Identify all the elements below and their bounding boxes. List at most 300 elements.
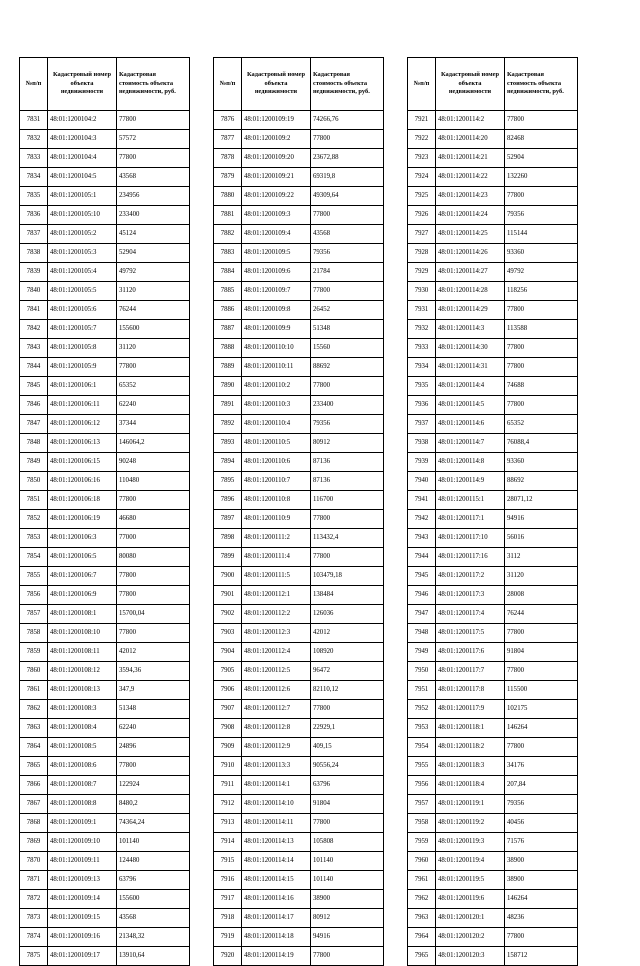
row-number: 7944 xyxy=(408,548,436,567)
row-number: 7832 xyxy=(20,130,48,149)
row-number: 7908 xyxy=(214,719,242,738)
cadastral-number: 48:01:1200109:16 xyxy=(48,928,117,947)
cadastral-number: 48:01:1200110:5 xyxy=(242,434,311,453)
cadastral-value: 38900 xyxy=(311,890,384,909)
cadastral-number: 48:01:1200112:3 xyxy=(242,624,311,643)
table-row xyxy=(214,453,384,472)
row-number: 7841 xyxy=(20,301,48,320)
row-number: 7910 xyxy=(214,757,242,776)
cadastral-value: 77800 xyxy=(505,301,578,320)
cadastral-number: 48:01:1200106:7 xyxy=(48,567,117,586)
row-number: 7852 xyxy=(20,510,48,529)
cadastral-table-2 xyxy=(213,57,384,966)
header-number: №п/п xyxy=(408,58,436,111)
header-number: №п/п xyxy=(214,58,242,111)
table-row xyxy=(20,263,190,282)
row-number: 7914 xyxy=(214,833,242,852)
cadastral-value: 63796 xyxy=(311,776,384,795)
table-row xyxy=(408,187,578,206)
table-row xyxy=(408,529,578,548)
table-row xyxy=(214,700,384,719)
cadastral-number: 48:01:1200105:7 xyxy=(48,320,117,339)
cadastral-value: 158712 xyxy=(505,947,578,966)
cadastral-value: 77800 xyxy=(117,358,190,377)
cadastral-number: 48:01:1200114:30 xyxy=(436,339,505,358)
row-number: 7831 xyxy=(20,111,48,130)
cadastral-number: 48:01:1200113:3 xyxy=(242,757,311,776)
table-row xyxy=(408,719,578,738)
table-row xyxy=(408,586,578,605)
table-row xyxy=(20,225,190,244)
cadastral-value: 77800 xyxy=(117,149,190,168)
table-row xyxy=(408,377,578,396)
table-row xyxy=(408,814,578,833)
cadastral-value: 77800 xyxy=(311,510,384,529)
cadastral-value: 77800 xyxy=(311,700,384,719)
row-number: 7959 xyxy=(408,833,436,852)
row-number: 7843 xyxy=(20,339,48,358)
table-row xyxy=(214,282,384,301)
cadastral-number: 48:01:1200120:1 xyxy=(436,909,505,928)
cadastral-number: 48:01:1200117:16 xyxy=(436,548,505,567)
table-row xyxy=(214,301,384,320)
cadastral-value: 26452 xyxy=(311,301,384,320)
row-number: 7928 xyxy=(408,244,436,263)
table-row xyxy=(214,491,384,510)
row-number: 7877 xyxy=(214,130,242,149)
cadastral-value: 43568 xyxy=(117,909,190,928)
table-row xyxy=(214,396,384,415)
cadastral-number: 48:01:1200111:2 xyxy=(242,529,311,548)
table-row xyxy=(408,681,578,700)
row-number: 7887 xyxy=(214,320,242,339)
header-cadastral-number: Кадастровый номер объекта недвижимости xyxy=(242,58,311,111)
cadastral-number: 48:01:1200108:5 xyxy=(48,738,117,757)
row-number: 7835 xyxy=(20,187,48,206)
cadastral-value: 116700 xyxy=(311,491,384,510)
cadastral-number: 48:01:1200117:9 xyxy=(436,700,505,719)
cadastral-number: 48:01:1200110:2 xyxy=(242,377,311,396)
cadastral-value: 74266,76 xyxy=(311,111,384,130)
row-number: 7854 xyxy=(20,548,48,567)
cadastral-value: 76244 xyxy=(117,301,190,320)
cadastral-value: 82468 xyxy=(505,130,578,149)
table-row xyxy=(20,396,190,415)
cadastral-number: 48:01:1200110:7 xyxy=(242,472,311,491)
cadastral-value: 62240 xyxy=(117,396,190,415)
row-number: 7899 xyxy=(214,548,242,567)
table-row xyxy=(20,149,190,168)
table-row xyxy=(214,776,384,795)
row-number: 7925 xyxy=(408,187,436,206)
cadastral-value: 347,9 xyxy=(117,681,190,700)
table-row xyxy=(214,263,384,282)
row-number: 7950 xyxy=(408,662,436,681)
table-row xyxy=(20,662,190,681)
cadastral-number: 48:01:1200108:7 xyxy=(48,776,117,795)
cadastral-number: 48:01:1200106:1 xyxy=(48,377,117,396)
table-row xyxy=(20,681,190,700)
table-row xyxy=(20,928,190,947)
row-number: 7901 xyxy=(214,586,242,605)
table-row xyxy=(408,605,578,624)
cadastral-value: 77800 xyxy=(117,567,190,586)
cadastral-value: 87136 xyxy=(311,453,384,472)
row-number: 7954 xyxy=(408,738,436,757)
table-row xyxy=(214,643,384,662)
cadastral-number: 48:01:1200105:8 xyxy=(48,339,117,358)
table-row xyxy=(20,947,190,966)
cadastral-value: 146064,2 xyxy=(117,434,190,453)
cadastral-number: 48:01:1200117:4 xyxy=(436,605,505,624)
cadastral-number: 48:01:1200115:1 xyxy=(436,491,505,510)
table-row xyxy=(408,947,578,966)
row-number: 7883 xyxy=(214,244,242,263)
row-number: 7870 xyxy=(20,852,48,871)
row-number: 7885 xyxy=(214,282,242,301)
row-number: 7845 xyxy=(20,377,48,396)
row-number: 7920 xyxy=(214,947,242,966)
cadastral-number: 48:01:1200109:21 xyxy=(242,168,311,187)
table-row xyxy=(20,643,190,662)
cadastral-number: 48:01:1200112:1 xyxy=(242,586,311,605)
row-number: 7896 xyxy=(214,491,242,510)
cadastral-value: 74364,24 xyxy=(117,814,190,833)
row-number: 7842 xyxy=(20,320,48,339)
cadastral-number: 48:01:1200114:4 xyxy=(436,377,505,396)
table-row xyxy=(408,149,578,168)
row-number: 7940 xyxy=(408,472,436,491)
cadastral-value: 76244 xyxy=(505,605,578,624)
row-number: 7903 xyxy=(214,624,242,643)
cadastral-number: 48:01:1200108:10 xyxy=(48,624,117,643)
cadastral-value: 22929,1 xyxy=(311,719,384,738)
cadastral-value: 77800 xyxy=(505,111,578,130)
row-number: 7860 xyxy=(20,662,48,681)
row-number: 7927 xyxy=(408,225,436,244)
row-number: 7886 xyxy=(214,301,242,320)
cadastral-number: 48:01:1200109:10 xyxy=(48,833,117,852)
cadastral-value: 409,15 xyxy=(311,738,384,757)
row-number: 7938 xyxy=(408,434,436,453)
cadastral-value: 77800 xyxy=(505,738,578,757)
table-row xyxy=(408,871,578,890)
cadastral-number: 48:01:1200120:3 xyxy=(436,947,505,966)
row-number: 7921 xyxy=(408,111,436,130)
cadastral-value: 48236 xyxy=(505,909,578,928)
row-number: 7916 xyxy=(214,871,242,890)
row-number: 7915 xyxy=(214,852,242,871)
row-number: 7936 xyxy=(408,396,436,415)
row-number: 7924 xyxy=(408,168,436,187)
cadastral-value: 77800 xyxy=(505,339,578,358)
cadastral-number: 48:01:1200110:4 xyxy=(242,415,311,434)
cadastral-number: 48:01:1200114:8 xyxy=(436,453,505,472)
cadastral-value: 79356 xyxy=(505,206,578,225)
cadastral-value: 105808 xyxy=(311,833,384,852)
cadastral-number: 48:01:1200112:2 xyxy=(242,605,311,624)
cadastral-value: 122924 xyxy=(117,776,190,795)
cadastral-number: 48:01:1200114:1 xyxy=(242,776,311,795)
cadastral-number: 48:01:1200108:1 xyxy=(48,605,117,624)
cadastral-value: 77800 xyxy=(117,111,190,130)
row-number: 7909 xyxy=(214,738,242,757)
cadastral-table-1 xyxy=(19,57,190,966)
table-row xyxy=(20,909,190,928)
table-row xyxy=(214,871,384,890)
cadastral-number: 48:01:1200105:3 xyxy=(48,244,117,263)
table-header-row xyxy=(214,58,384,111)
table-row xyxy=(20,130,190,149)
cadastral-value: 38900 xyxy=(505,871,578,890)
table-row xyxy=(20,358,190,377)
cadastral-value: 52904 xyxy=(505,149,578,168)
table-row xyxy=(214,149,384,168)
cadastral-value: 233400 xyxy=(117,206,190,225)
cadastral-value: 65352 xyxy=(117,377,190,396)
table-row xyxy=(408,168,578,187)
table-row xyxy=(20,852,190,871)
cadastral-number: 48:01:1200114:7 xyxy=(436,434,505,453)
cadastral-number: 48:01:1200109:15 xyxy=(48,909,117,928)
cadastral-number: 48:01:1200117:1 xyxy=(436,510,505,529)
table-row xyxy=(20,529,190,548)
row-number: 7955 xyxy=(408,757,436,776)
row-number: 7853 xyxy=(20,529,48,548)
cadastral-value: 115144 xyxy=(505,225,578,244)
table-row xyxy=(214,795,384,814)
row-number: 7934 xyxy=(408,358,436,377)
cadastral-value: 52904 xyxy=(117,244,190,263)
cadastral-value: 113432,4 xyxy=(311,529,384,548)
row-number: 7939 xyxy=(408,453,436,472)
cadastral-value: 94916 xyxy=(505,510,578,529)
cadastral-number: 48:01:1200109:3 xyxy=(242,206,311,225)
cadastral-number: 48:01:1200112:5 xyxy=(242,662,311,681)
table-row xyxy=(20,624,190,643)
row-number: 7902 xyxy=(214,605,242,624)
table-row xyxy=(408,472,578,491)
row-number: 7863 xyxy=(20,719,48,738)
table-row xyxy=(20,605,190,624)
cadastral-value: 101140 xyxy=(117,833,190,852)
table-row xyxy=(408,339,578,358)
row-number: 7947 xyxy=(408,605,436,624)
cadastral-number: 48:01:1200112:4 xyxy=(242,643,311,662)
cadastral-value: 110480 xyxy=(117,472,190,491)
table-row xyxy=(20,453,190,472)
table-row xyxy=(20,890,190,909)
cadastral-value: 21784 xyxy=(311,263,384,282)
cadastral-number: 48:01:1200111:5 xyxy=(242,567,311,586)
cadastral-value: 42012 xyxy=(117,643,190,662)
table-row xyxy=(214,833,384,852)
table-row xyxy=(408,510,578,529)
cadastral-number: 48:01:1200108:13 xyxy=(48,681,117,700)
row-number: 7935 xyxy=(408,377,436,396)
row-number: 7923 xyxy=(408,149,436,168)
table-row xyxy=(214,529,384,548)
cadastral-value: 77800 xyxy=(117,491,190,510)
table-row xyxy=(20,244,190,263)
row-number: 7838 xyxy=(20,244,48,263)
table-row xyxy=(214,586,384,605)
table-row xyxy=(214,605,384,624)
cadastral-value: 77800 xyxy=(505,396,578,415)
table-row xyxy=(408,111,578,130)
table-header-row xyxy=(408,58,578,111)
row-number: 7840 xyxy=(20,282,48,301)
table-row xyxy=(20,719,190,738)
cadastral-number: 48:01:1200108:4 xyxy=(48,719,117,738)
cadastral-number: 48:01:1200114:20 xyxy=(436,130,505,149)
cadastral-number: 48:01:1200109:6 xyxy=(242,263,311,282)
header-cadastral-number: Кадастровый номер объекта недвижимости xyxy=(436,58,505,111)
cadastral-value: 49792 xyxy=(117,263,190,282)
cadastral-value: 77800 xyxy=(311,814,384,833)
row-number: 7875 xyxy=(20,947,48,966)
cadastral-value: 102175 xyxy=(505,700,578,719)
row-number: 7894 xyxy=(214,453,242,472)
cadastral-number: 48:01:1200110:6 xyxy=(242,453,311,472)
cadastral-number: 48:01:1200106:13 xyxy=(48,434,117,453)
table-row xyxy=(20,738,190,757)
cadastral-number: 48:01:1200114:28 xyxy=(436,282,505,301)
cadastral-value: 77800 xyxy=(311,377,384,396)
table-row xyxy=(20,434,190,453)
table-row xyxy=(20,206,190,225)
row-number: 7898 xyxy=(214,529,242,548)
table-row xyxy=(408,852,578,871)
row-number: 7942 xyxy=(408,510,436,529)
table-row xyxy=(214,111,384,130)
cadastral-number: 48:01:1200118:3 xyxy=(436,757,505,776)
table-row xyxy=(214,681,384,700)
cadastral-value: 62240 xyxy=(117,719,190,738)
row-number: 7866 xyxy=(20,776,48,795)
cadastral-value: 138484 xyxy=(311,586,384,605)
table-row xyxy=(20,757,190,776)
cadastral-value: 132260 xyxy=(505,168,578,187)
table-row xyxy=(20,833,190,852)
table-row xyxy=(408,415,578,434)
cadastral-number: 48:01:1200114:23 xyxy=(436,187,505,206)
row-number: 7856 xyxy=(20,586,48,605)
table-row xyxy=(214,757,384,776)
cadastral-number: 48:01:1200119:6 xyxy=(436,890,505,909)
table-row xyxy=(408,206,578,225)
cadastral-value: 15700,04 xyxy=(117,605,190,624)
table-row xyxy=(214,225,384,244)
cadastral-value: 49309,64 xyxy=(311,187,384,206)
row-number: 7882 xyxy=(214,225,242,244)
cadastral-number: 48:01:1200105:10 xyxy=(48,206,117,225)
cadastral-number: 48:01:1200117:2 xyxy=(436,567,505,586)
table-row xyxy=(214,928,384,947)
row-number: 7964 xyxy=(408,928,436,947)
row-number: 7850 xyxy=(20,472,48,491)
table-row xyxy=(214,206,384,225)
cadastral-value: 77800 xyxy=(505,358,578,377)
cadastral-number: 48:01:1200119:4 xyxy=(436,852,505,871)
cadastral-number: 48:01:1200108:11 xyxy=(48,643,117,662)
cadastral-number: 48:01:1200114:27 xyxy=(436,263,505,282)
cadastral-number: 48:01:1200114:22 xyxy=(436,168,505,187)
row-number: 7868 xyxy=(20,814,48,833)
cadastral-number: 48:01:1200117:8 xyxy=(436,681,505,700)
table-row xyxy=(214,719,384,738)
cadastral-value: 88692 xyxy=(311,358,384,377)
cadastral-number: 48:01:1200109:1 xyxy=(48,814,117,833)
row-number: 7847 xyxy=(20,415,48,434)
cadastral-number: 48:01:1200117:3 xyxy=(436,586,505,605)
cadastral-value: 15560 xyxy=(311,339,384,358)
row-number: 7941 xyxy=(408,491,436,510)
cadastral-value: 71576 xyxy=(505,833,578,852)
cadastral-table-3 xyxy=(407,57,578,966)
table-row xyxy=(214,434,384,453)
row-number: 7951 xyxy=(408,681,436,700)
cadastral-number: 48:01:1200106:11 xyxy=(48,396,117,415)
table-row xyxy=(408,928,578,947)
row-number: 7865 xyxy=(20,757,48,776)
cadastral-number: 48:01:1200114:15 xyxy=(242,871,311,890)
table-row xyxy=(214,890,384,909)
cadastral-number: 48:01:1200120:2 xyxy=(436,928,505,947)
cadastral-number: 48:01:1200117:10 xyxy=(436,529,505,548)
cadastral-value: 93360 xyxy=(505,453,578,472)
table-row xyxy=(20,339,190,358)
cadastral-number: 48:01:1200108:12 xyxy=(48,662,117,681)
row-number: 7905 xyxy=(214,662,242,681)
row-number: 7960 xyxy=(408,852,436,871)
table-row xyxy=(214,415,384,434)
cadastral-number: 48:01:1200105:6 xyxy=(48,301,117,320)
cadastral-number: 48:01:1200106:12 xyxy=(48,415,117,434)
row-number: 7891 xyxy=(214,396,242,415)
cadastral-value: 8480,2 xyxy=(117,795,190,814)
row-number: 7834 xyxy=(20,168,48,187)
row-number: 7888 xyxy=(214,339,242,358)
cadastral-value: 82110,12 xyxy=(311,681,384,700)
cadastral-number: 48:01:1200110:11 xyxy=(242,358,311,377)
row-number: 7904 xyxy=(214,643,242,662)
row-number: 7876 xyxy=(214,111,242,130)
table-row xyxy=(214,852,384,871)
cadastral-value: 56016 xyxy=(505,529,578,548)
cadastral-number: 48:01:1200111:4 xyxy=(242,548,311,567)
row-number: 7906 xyxy=(214,681,242,700)
row-number: 7869 xyxy=(20,833,48,852)
table-row xyxy=(408,130,578,149)
table-row xyxy=(20,586,190,605)
cadastral-value: 124480 xyxy=(117,852,190,871)
cadastral-value: 77800 xyxy=(311,282,384,301)
table-row xyxy=(214,377,384,396)
table-row xyxy=(20,415,190,434)
row-number: 7912 xyxy=(214,795,242,814)
cadastral-value: 63796 xyxy=(117,871,190,890)
cadastral-number: 48:01:1200109:13 xyxy=(48,871,117,890)
table-row xyxy=(408,263,578,282)
cadastral-number: 48:01:1200114:21 xyxy=(436,149,505,168)
row-number: 7893 xyxy=(214,434,242,453)
cadastral-number: 48:01:1200104:2 xyxy=(48,111,117,130)
cadastral-value: 93360 xyxy=(505,244,578,263)
cadastral-number: 48:01:1200119:3 xyxy=(436,833,505,852)
row-number: 7931 xyxy=(408,301,436,320)
header-cadastral-number: Кадастровый номер объекта недвижимости xyxy=(48,58,117,111)
